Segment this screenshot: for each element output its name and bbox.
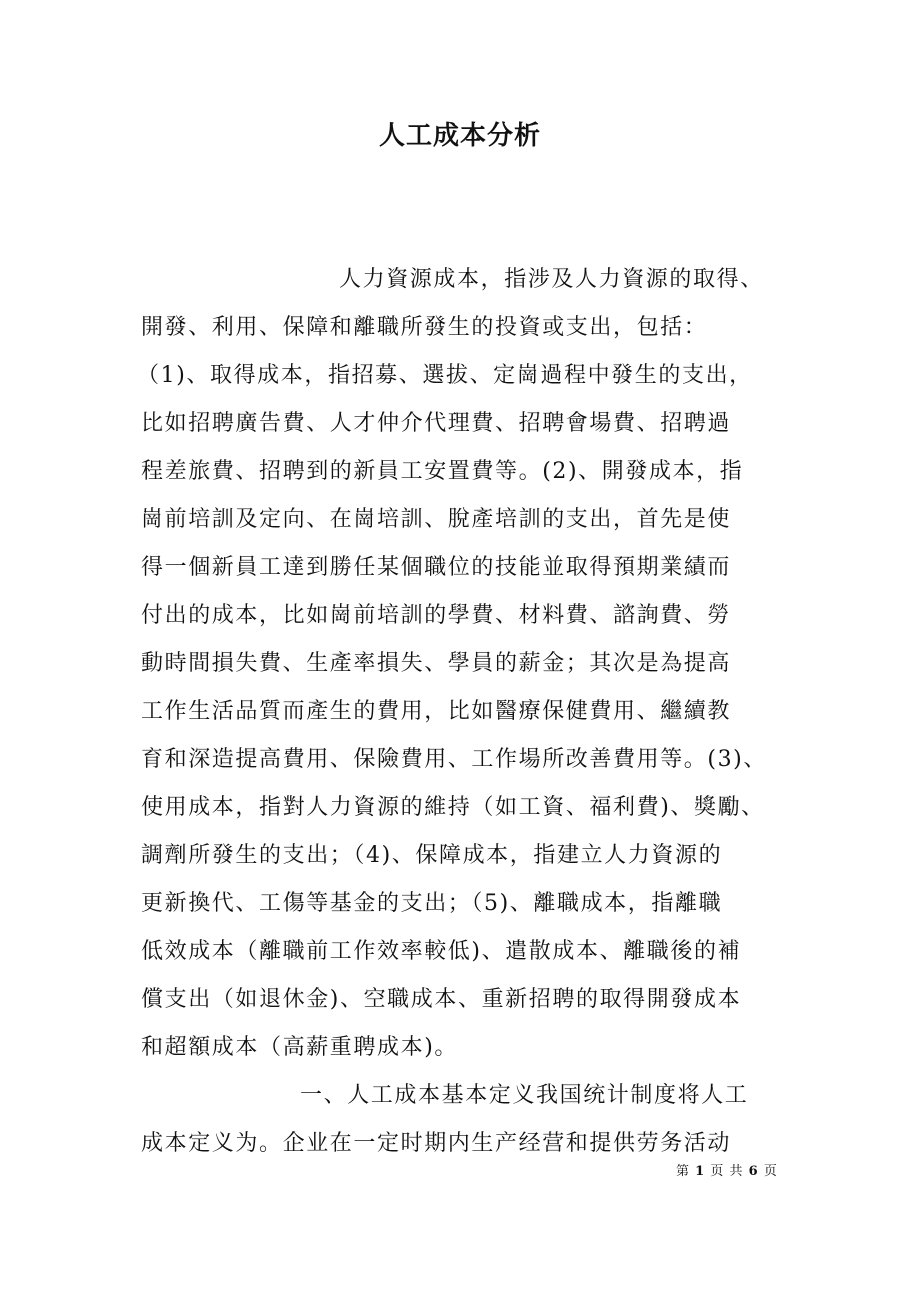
paragraph-line: 開發、利用、保障和離職所發生的投資或支出，包括：: [141, 315, 708, 340]
paragraph-line: 人力資源成本，指涉及人力資源的取得、: [339, 267, 764, 292]
page-title: 人工成本分析: [378, 121, 541, 151]
current-page: 1: [695, 1164, 706, 1179]
paragraph-line: 成本定义为。企业在一定时期内生产经营和提供劳务活动: [141, 1131, 732, 1156]
paragraph-line: 一、人工成本基本定义我国统计制度将人工: [300, 1083, 749, 1108]
paragraph-line: 使用成本，指對人力資源的維持（如工資、福利費)、獎勵、: [141, 795, 765, 820]
paragraph-line: 比如招聘廣告費、人才仲介代理費、招聘會場費、招聘過: [141, 411, 732, 436]
paragraph-line: 低效成本（離職前工作效率較低)、遣散成本、離職後的補: [141, 939, 742, 964]
paragraph-line: 和超額成本（高薪重聘成本)。: [141, 1035, 458, 1060]
paragraph-line: 動時間損失費、生產率損失、學員的薪金；其次是為提高: [141, 651, 732, 676]
page-suffix: 页: [763, 1164, 778, 1179]
paragraph-line: 育和深造提高費用、保險費用、工作場所改善費用等。(3)、: [141, 747, 767, 772]
paragraph-line: （1)、取得成本，指招募、選拔、定崗過程中發生的支出，: [137, 363, 753, 388]
page-number: [676, 1163, 778, 1181]
paragraph-line: 更新換代、工傷等基金的支出；（5)、離職成本，指離職: [141, 891, 723, 916]
paragraph-line: 調劑所發生的支出；（4)、保障成本，指建立人力資源的: [141, 843, 723, 868]
paragraph-line: 付出的成本，比如崗前培訓的學費、材料費、諮詢費、勞: [141, 603, 732, 628]
paragraph-line: 得一個新員工達到勝任某個職位的技能並取得預期業績而: [141, 555, 732, 580]
page-prefix: 第: [676, 1164, 691, 1179]
paragraph-line: 償支出（如退休金)、空職成本、重新招聘的取得開發成本: [141, 987, 742, 1012]
page-middle: 页 共: [710, 1164, 744, 1179]
paragraph-line: 工作生活品質而產生的費用，比如醫療保健費用、繼續教: [141, 699, 732, 724]
paragraph-line: 崗前培訓及定向、在崗培訓、脫產培訓的支出，首先是使: [141, 507, 732, 532]
total-pages: 6: [748, 1164, 759, 1179]
paragraph-line: 程差旅費、招聘到的新員工安置費等。(2)、開發成本，指: [141, 459, 744, 484]
